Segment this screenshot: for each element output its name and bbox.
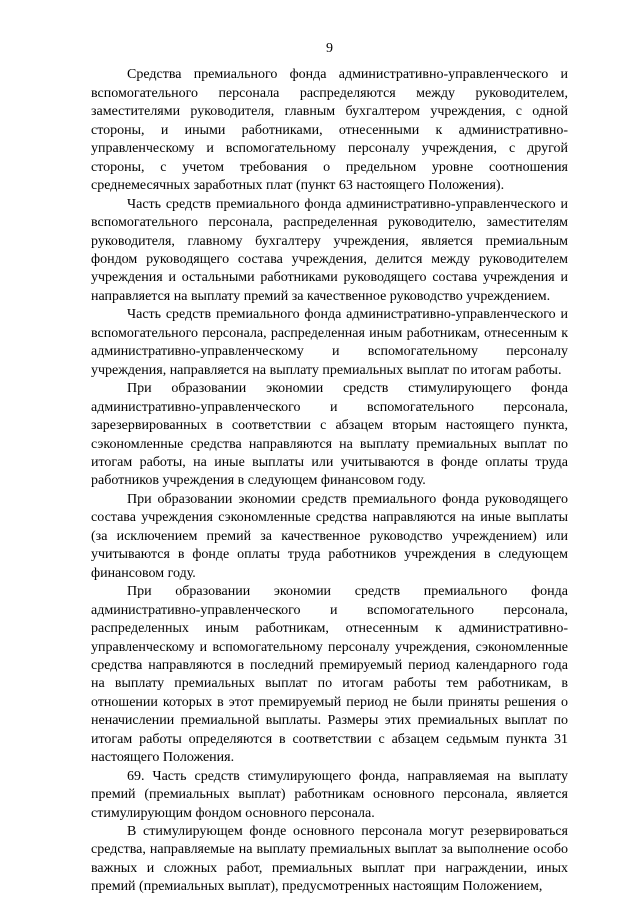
paragraph: Средства премиального фонда административно-управленческого и вспомогательного персонала распределяются между руководителем, заместителями руководителя, главным бухгалтером учреждения, с одной стороны, и иными работниками, отнесенными к административно-управленческому и вспомогательному персоналу учреждения, с другой стороны, с учетом требования о предельном уровне соотношения среднемесячных заработных плат (пункт 63 настоящего Положения). [91, 67, 568, 194]
paragraph: При образовании экономии средств премиального фонда руководящего состава учреждения сэкономленные средства направляются на иные выплаты (за исключением премий за качественное руководство учреждением) или учитываются в фонде оплаты труда работников учреждения в следующем финансовом году. [91, 491, 568, 581]
paragraph: При образовании экономии средств стимулирующего фонда административно-управленческого и вспомогательного персонала, зарезервированных в соответствии с абзацем вторым настоящего пункта, сэкономленные средства направляются на выплату премиальных выплат по итогам работы, на иные выплаты или учитываются в фонде оплаты труда работников учреждения в следующем финансовом году. [91, 381, 568, 489]
paragraph: Часть средств премиального фонда административно-управленческого и вспомогательного персонала, распределенная руководителю, заместителям руководителя, главному бухгалтеру учреждения, является премиальным фондом руководящего состава учреждения, делится между руководителем учреждения и остальными работниками руководящего состава учреждения и направляется на выплату премий за качественное руководство учреждением. [91, 196, 568, 304]
paragraph: При образовании экономии средств премиального фонда административно-управленческого и вспомогательного персонала, распределенных иным работникам, отнесенным к административно-управленческому и вспомогательному персоналу учреждения, сэкономленные средства направляются в последний премируемый период календарного года на выплату премиальных выплат по итогам работы тем работникам, в отношении которых в этот премируемый период не были приняты решения о неначислении премиальной выплаты. Размеры этих премиальных выплат по итогам работы определяются в соответствии с абзацем седьмым пункта 31 настоящего Положения. [91, 584, 568, 766]
paragraph: Часть средств премиального фонда административно-управленческого и вспомогательного персонала, распределенная иным работникам, отнесенным к административно-управленческому и вспомогательному персоналу учреждения, направляется на выплату премиальных выплат по итогам работы. [91, 307, 568, 378]
page-number: 9 [326, 41, 333, 56]
paragraph: 69. Часть средств стимулирующего фонда, направляемая на выплату премий (премиальных выплат) работникам основного персонала, является стимулирующим фондом основного персонала. [91, 768, 568, 821]
paragraph: В стимулирующем фонде основного персонала могут резервироваться средства, направляемые на выплату премиальных выплат за выполнение особо важных и сложных работ, премиальных выплат при награждении, иных премий (премиальных выплат), предусмотренных настоящим Положением, [91, 824, 568, 895]
body-text [91, 66, 568, 896]
